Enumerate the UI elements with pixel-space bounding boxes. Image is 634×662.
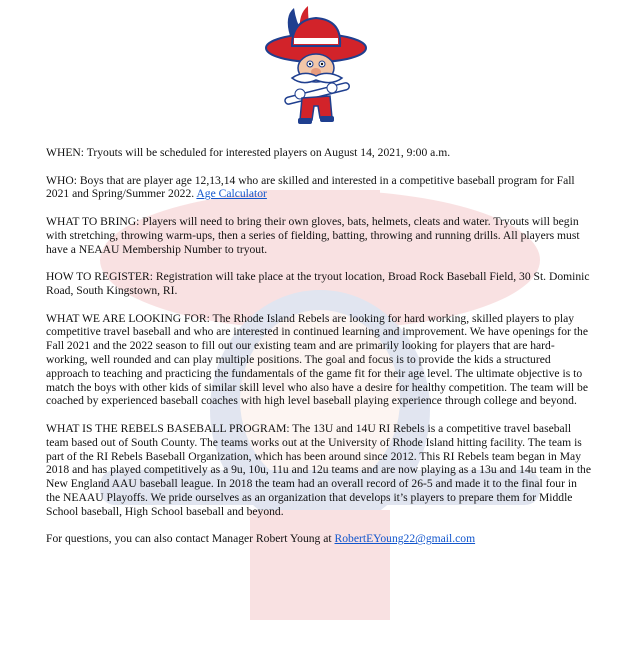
- paragraph-what-to-bring: WHAT TO BRING: Players will need to bring their own gloves, bats, helmets, cleats and water. Tryouts will begin with stretching, throwing warm-ups, then a series of fielding, batting, throwing and running drills. All players must have a NEAAU Membership Number to tryout.: [46, 214, 580, 256]
- age-calculator-link[interactable]: Age Calculator: [196, 187, 267, 201]
- paragraph-contact: For questions, you can also contact Manager Robert Young at RobertEYoung22@gmail.com: [46, 532, 476, 546]
- paragraph-when: WHEN: Tryouts will be scheduled for interested players on August 14, 2021, 9:00 a.m.: [46, 146, 451, 159]
- paragraph-program: WHAT IS THE REBELS BASEBALL PROGRAM: The 13U and 14U RI Rebels is a competitive travel baseball team based out of South County. The teams works out at the University of Rhode Island hitting facility. The team is part of the RI Rebels Baseball Organization, which has been around since 2012. This RI Rebels team began in May 2018 and has played competitively as a 9u, 10u, 11u and 12u teams and are now playing as a 13u and 14u team in the New England AAU baseball league. In 2018 the team had an overall record of 26-5 and made it to the final four in the NEAAU Playoffs. We pride ourselves as an organization that develops it’s players to prepare them for Middle School baseball, High School baseball and beyond.: [46, 421, 591, 518]
- rebels-mascot-logo-icon: [262, 6, 370, 126]
- paragraph-how-to-register: HOW TO REGISTER: Registration will take place at the tryout location, Broad Rock Baseball Field, 30 St. Dominic Road, South Kingstown, RI.: [46, 270, 590, 297]
- contact-email-link[interactable]: RobertEYoung22@gmail.com: [334, 532, 476, 546]
- paragraph-who: WHO: Boys that are player age 12,13,14 who are skilled and interested in a competitive baseball program for Fall 2021 and Spring/Summer 2022. Age Calculator: [46, 173, 575, 201]
- paragraph-looking-for: WHAT WE ARE LOOKING FOR: The Rhode Island Rebels are looking for hard working, skilled players to play competitive travel baseball and who are interested in continued learning and improvement. We have openings for the Fall 2021 and the 2022 season to fill out our existing team and are primarily looking for players that are hard-working, well rounded and can play multiple positions. The goal and focus is to provide the kids a structured approach to teaching and practicing the fundamentals of the game fit for their age level. The ultimate objective is to match the boys with other kids of similar skill level who also have a desire for healthy competition. The team will be coached by experienced baseball coaches with high level baseball playing experience through college and beyond.: [46, 311, 588, 408]
- tryout-info-document: [46, 146, 591, 560]
